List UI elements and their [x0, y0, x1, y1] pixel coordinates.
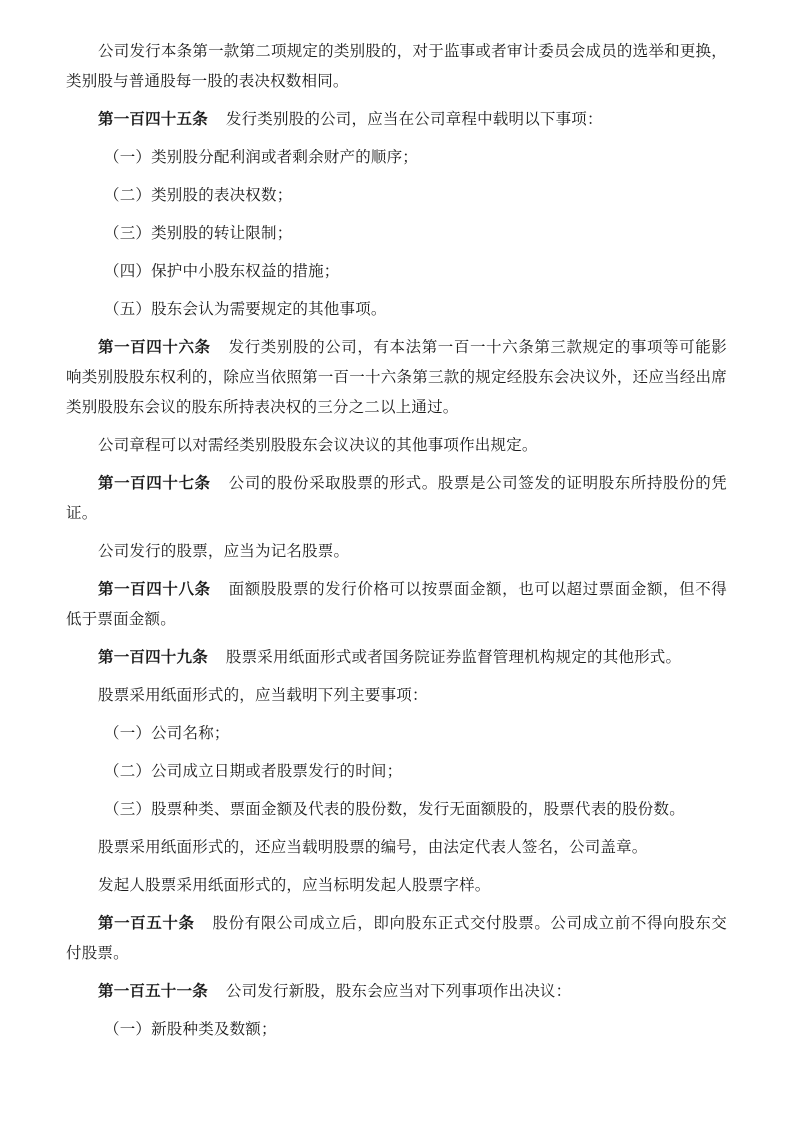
list-item: [66, 142, 727, 172]
paragraph: [66, 832, 727, 862]
paragraph-text: 股票采用纸面形式的，应当载明下列主要事项：: [98, 686, 428, 704]
article-number: 第一百五十一条: [98, 982, 208, 1000]
list-item: [66, 756, 727, 786]
article-148: [66, 574, 727, 634]
article-number: 第一百四十六条: [98, 338, 211, 356]
article-text: 面额股股票的发行价格可以按票面金额，也可以超过票面金额，但不得低于票面金额。: [66, 580, 727, 628]
list-item: [66, 718, 727, 748]
list-item: [66, 1014, 727, 1044]
article-text: 公司发行新股，股东会应当对下列事项作出决议：: [225, 982, 572, 1000]
article-number: 第一百五十条: [98, 914, 195, 932]
article-149: [66, 642, 727, 672]
article-145: [66, 104, 727, 134]
article-150: [66, 908, 727, 968]
paragraph: [66, 430, 727, 460]
article-text: 发行类别股的公司，有本法第一百一十六条第三款规定的事项等可能影响类别股股东权利的，除应当依照第一百一十六条第三款的规定经股东会决议外，还应当经出席类别股股东会议的股东所持表决权的三分之二以上通过。: [66, 338, 727, 416]
list-item-text: （一）类别股分配利润或者剩余财产的顺序；: [104, 148, 419, 166]
article-147: [66, 468, 727, 528]
list-item-text: （三）类别股的转让限制；: [104, 224, 293, 242]
article-146: [66, 332, 727, 422]
paragraph-text: 公司发行的股票，应当为记名股票。: [98, 542, 350, 560]
list-item: [66, 218, 727, 248]
article-number: 第一百四十七条: [98, 474, 211, 492]
article-number: 第一百四十五条: [98, 110, 208, 128]
list-item: [66, 794, 727, 824]
list-item-text: （一）公司名称；: [104, 724, 230, 742]
list-item-text: （三）股票种类、票面金额及代表的股份数，发行无面额股的，股票代表的股份数。: [104, 800, 685, 818]
paragraph-text: 公司发行本条第一款第二项规定的类别股的，对于监事或者审计委员会成员的选举和更换，类别股与普通股每一股的表决权数相同。: [66, 42, 727, 90]
article-151: [66, 976, 727, 1006]
paragraph: [66, 36, 727, 96]
paragraph-text: 股票采用纸面形式的，还应当载明股票的编号，由法定代表人签名，公司盖章。: [98, 838, 648, 856]
article-text: 股份有限公司成立后，即向股东正式交付股票。公司成立前不得向股东交付股票。: [66, 914, 728, 962]
list-item: [66, 180, 727, 210]
article-number: 第一百四十九条: [98, 648, 208, 666]
article-text: 股票采用纸面形式或者国务院证券监督管理机构规定的其他形式。: [225, 648, 682, 666]
paragraph-text: 发起人股票采用纸面形式的，应当标明发起人股票字样。: [98, 876, 491, 894]
article-number: 第一百四十八条: [98, 580, 211, 598]
paragraph-text: 公司章程可以对需经类别股股东会议决议的其他事项作出规定。: [98, 436, 538, 454]
list-item: [66, 294, 727, 324]
list-item-text: （二）公司成立日期或者股票发行的时间；: [104, 762, 403, 780]
list-item-text: （一）新股种类及数额；: [104, 1020, 277, 1038]
article-text: 发行类别股的公司，应当在公司章程中载明以下事项：: [225, 110, 603, 128]
list-item-text: （二）类别股的表决权数；: [104, 186, 293, 204]
article-text: 公司的股份采取股票的形式。股票是公司签发的证明股东所持股份的凭证。: [66, 474, 727, 522]
paragraph: [66, 870, 727, 900]
list-item: [66, 256, 727, 286]
paragraph: [66, 536, 727, 566]
list-item-text: （五）股东会认为需要规定的其他事项。: [104, 300, 387, 318]
paragraph: [66, 680, 727, 710]
list-item-text: （四）保护中小股东权益的措施；: [104, 262, 340, 280]
